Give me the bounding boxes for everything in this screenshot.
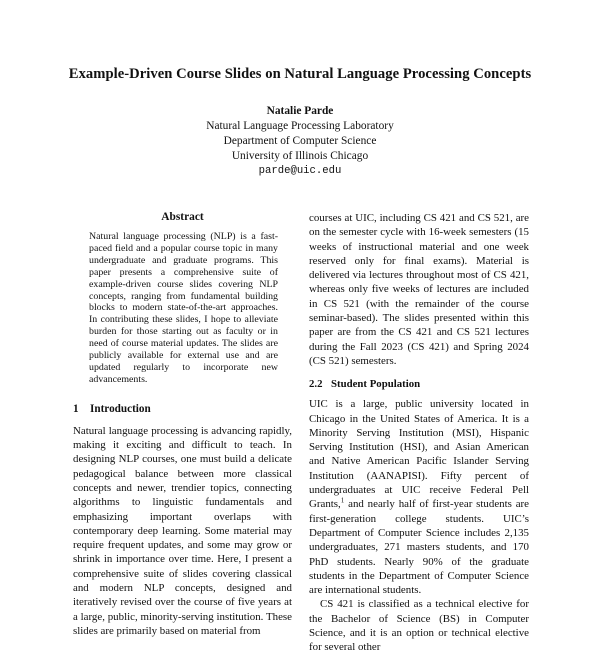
section-heading-introduction [73,403,292,415]
section-title: Introduction [90,402,151,415]
affiliation-line: Department of Computer Science [223,135,377,147]
right-column [309,211,529,655]
population-text: UIC is a large, public university located in Chicago in the United States of America. It is a Minority Serving Institution (MSI), Hispanic Serving Institution (HSI), and Asian American and Native American Pacific Islander Serving Institution (AANAPISI). Fifty percent of undergraduates at UIC receive Federal Pell Grants, [309,398,529,511]
abstract-text: Natural language processing (NLP) is a fast-paced field and a popular course topic in many undergraduate and graduate programs. This paper presents a comprehensive suite of example-driven course slides covering NLP concepts, ranging from fundamental building blocks to modern state-of-the-art approaches. In contributing these slides, I hope to alleviate burden for those starting out as faculty or in need of course material updates. The slides are publicly available for external use and are updated regularly to incorporate new advancements. [89,231,278,385]
subsection-title: Student Population [331,378,421,391]
author-name: Natalie Parde [266,105,334,117]
subsection-heading-student-population [309,378,529,390]
population-text-continued: and nearly half of first-year students are first-generation college students. UIC’s Department of Computer Science includes 2,135 undergraduates, 271 masters students, and 170 PhD students. Nearly 90% of the graduate students in the Department of Computer Science are international students. [309,498,529,597]
author-block [0,104,600,179]
elective-paragraph: CS 421 is classified as a technical elective for the Bachelor of Science (BS) in Computer Science, and it is an option or technical elective for several other [309,598,529,654]
affiliation-line: Natural Language Processing Laboratory [206,120,394,132]
abstract-heading: Abstract [161,211,204,223]
left-column [73,211,292,638]
introduction-paragraph: Natural language processing is advancing rapidly, making it exciting and difficult to teach. In designing NLP courses, one must build a delicate pedagogical balance between more classical concepts and newer, trendier topics, connecting algorithms to linguistic fundamentals and emphasizing important overlaps with contemporary deep learning. Some material may require frequent updates, and some may grow or shrink in importance over time. Here, I present a comprehensive suite of slides covering classical and modern NLP concepts, designed and iteratively revised over the course of five years at a large, public, minority-serving institution. These slides are primarily based on material from [73,424,292,637]
footnote-marker[interactable]: 1 [340,496,345,505]
student-population-paragraph [309,397,529,597]
author-email[interactable]: parde@uic.edu [258,165,342,177]
section-number: 1 [73,402,79,415]
course-context-paragraph: courses at UIC, including CS 421 and CS 521, are on the semester cycle with 16-week semesters (15 weeks of instructional material and one week reserved only for final exams). Material is delivered via lectures throughout most of CS 421, whereas only five weeks of lectures are included in CS 521 (with the remainder of the course seminar-based). The slides presented within this paper are from the CS 421 and CS 521 lectures during the Fall 2023 (CS 421) and Spring 2024 (CS 521) semesters. [309,212,529,367]
affiliation-line: University of Illinois Chicago [231,150,369,162]
subsection-number: 2.2 [309,378,323,391]
paper-title: Example-Driven Course Slides on Natural Language Processing Concepts [68,66,532,82]
